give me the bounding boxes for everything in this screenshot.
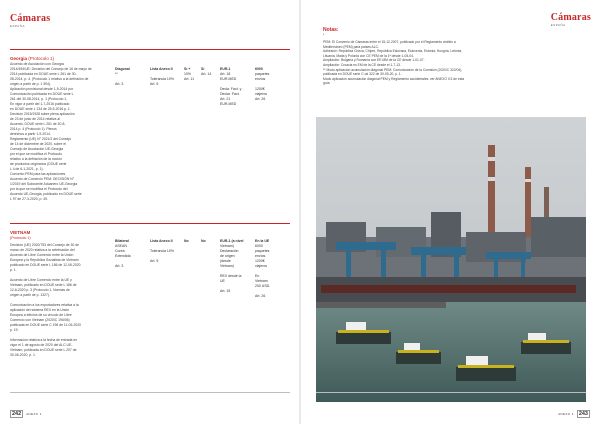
text-line: Art. 5 [150, 259, 159, 263]
text-line: paquetes [255, 72, 270, 76]
text-line: Ampliación: Croacia es EM de la CE desde el 1-7-13. [323, 62, 401, 67]
text-line: No [184, 239, 189, 243]
text-line: ** [115, 72, 118, 76]
text-line: Convenio PEM para las aplicaciones [10, 172, 66, 176]
cell-proof-of-origin [220, 67, 250, 107]
text-line: Extendida [115, 254, 131, 258]
page-footer [555, 411, 590, 417]
cell-exemptions [255, 239, 285, 299]
text-line: Lista Anexo II [150, 239, 173, 243]
text-line: Adhesión: República Checa, Chipre, República Eslovaca, Eslovenia, Estonia, Hungría, Letonia, [323, 49, 463, 54]
text-line: vigor el 1 de agosto de 2020 del ALC UE- [10, 343, 73, 347]
text-line: Art. 3 [115, 264, 124, 268]
text-line: Art. 26 [255, 294, 266, 298]
cell-cumulation [115, 67, 145, 87]
text-line: EUR-MED [220, 102, 237, 106]
text-line: Art. 18 [220, 72, 231, 76]
text-line: por el que se modifica el Protocolo [10, 152, 63, 156]
text-line: En la UE [255, 239, 270, 243]
text-line: origen a partir de p. 1327). [10, 293, 50, 297]
text-line: Art. 26 [255, 97, 266, 101]
footer-divider [10, 392, 290, 393]
text-line: Acuerdo de Libre Comercio entre la Unión [10, 253, 74, 257]
cell-drawback [184, 239, 198, 244]
text-line: Acuerdo de Libre Comercio entre la UE y [10, 278, 72, 282]
text-line: Información relativa a la fecha de entrada en [10, 338, 78, 342]
text-line: Art. 3 [115, 82, 124, 86]
text-line: (desde [220, 259, 231, 263]
text-line: Tolerancia 10% [150, 249, 174, 253]
text-line: por la que se modifica el Protocolo del [10, 187, 68, 191]
text-line: Lista Anexo II [150, 67, 173, 71]
footer-label: ANEXO 1 [26, 412, 42, 416]
right-page [301, 0, 600, 424]
footer-divider [316, 392, 586, 393]
text-line: Declar. Fact. [220, 92, 240, 96]
text-line: viajeros [255, 92, 268, 96]
text-line: Consejo de Asociación UE-Georgia [10, 147, 64, 151]
text-line: Sí [201, 67, 205, 71]
text-line: publicado en DOUE serie L 186 de 12-06-2020 [10, 263, 81, 267]
text-line: 08-2014, p. 4. (Protocolo 1 relativo a la definición de [10, 77, 89, 81]
text-line: origen a partir de p. 1 394). [10, 82, 51, 86]
text-line: Comercio con Vietnam (2020/C 196/06) [10, 318, 70, 322]
text-line: de 14 de diciembre de 2020, sobre el [10, 142, 66, 146]
text-line: Reglamento (UE) N° 2021/2 del Consejo [10, 137, 72, 141]
text-line: Modo aplicación acumulación diagonal PEM y Reglamento accidentales: ver ANEXO II.3 de esta [323, 76, 465, 81]
page-number: 243 [578, 411, 588, 417]
page-number: 242 [12, 411, 22, 417]
text-line: 6000 [255, 67, 263, 71]
section-title-vietnam: VIETNAM (Protocolo 1) [10, 230, 31, 240]
text-line: Acuerdo UE-Georgia, publicado en DOUE serie [10, 192, 82, 196]
text-line: ** Modo aplicación acumulación diagonal PEM: Comunicación de la Comisión (2020/C 322/04), [323, 67, 463, 72]
text-line: marzo de 2020 relativa a la celebración del [10, 248, 75, 252]
text-line: 2014 publicada en DOUE serie L 261 de 30- [10, 72, 77, 76]
cell-proof-of-origin [220, 239, 250, 294]
text-line: de productos originarios (DOUE serie [10, 162, 67, 166]
text-line: Decisión 2015/1928 sobre plena aplicación [10, 112, 75, 116]
notes-marker: * [323, 33, 325, 37]
footer-label: ANEXO 1 [558, 412, 574, 416]
text-line: 2014/494/UE: Decisión del Consejo de 16 de mayo de [10, 67, 92, 71]
text-line: Vietnam) [220, 264, 234, 268]
text-line: envíos [255, 77, 266, 81]
text-line: Declaración [220, 249, 239, 253]
cell-origin-criteria [150, 67, 180, 87]
text-line: 2014 p. 4 (Protocolo 1). Plenos [10, 127, 57, 131]
text-line: Vietnam) [220, 244, 234, 248]
text-line: Aplicación provisional desde 1-9-2014 por [10, 87, 74, 91]
text-line: ASEAN [115, 244, 127, 248]
text-line: en DOUE serie L 134 de 25-5-2016 p. 1. [10, 107, 71, 111]
text-line: aplicación del sistema REX en la Unión [10, 308, 70, 312]
text-line: publicada en DOUE serie C-od 322 de 30-09-20, p. 1. [323, 72, 402, 77]
text-line: paquetes [255, 249, 270, 253]
text-line: Bilateral [115, 239, 129, 243]
text-line: 12-6-2020 p. 3 (Protocolo 1, Normas de [10, 288, 70, 292]
text-line: 30-06-2020, p. 1. [10, 353, 36, 357]
page-footer [10, 411, 45, 417]
notes-list [323, 40, 583, 86]
camaras-logo: Cámaras ESPAÑA [10, 13, 51, 28]
text-line: Acuerdo, DOUE serie L 261 de 30-8- [10, 122, 66, 126]
text-line: Art. 15 [220, 289, 231, 293]
text-line: EUR-1 (a nivel [220, 239, 244, 243]
text-line: publicada en DOUE serie C 196 de 11-06-2020 [10, 323, 81, 327]
text-line: Acuerdo de Comercio PEM: DECISIÓN N° [10, 177, 75, 181]
section-title-georgia: Georgia (Protocolo 1) [10, 56, 55, 61]
text-line: Mediterráneo (PEM) para países ALC. [323, 44, 379, 49]
text-line: Vietnam [255, 279, 268, 283]
section-divider [10, 49, 290, 50]
text-line: REX desde la [220, 274, 242, 278]
section-divider [10, 223, 290, 224]
vietnam-legal-text [10, 243, 110, 358]
text-line: 6000 [255, 244, 263, 248]
text-line: Art. 14 [201, 72, 212, 76]
text-line: p. 19. [10, 328, 19, 332]
text-line: viajeros [255, 264, 268, 268]
text-line: 1200€ [255, 87, 265, 91]
text-line: Diagonal [115, 67, 130, 71]
text-line: de 23 de junio de 2014 relativa al [10, 117, 60, 121]
text-line: envíos [255, 254, 266, 258]
text-line: p. 1. [10, 268, 17, 272]
text-line: Tolerancia 10% [150, 77, 174, 81]
cell-territoriality [201, 67, 217, 77]
text-line: Comunicación a los exportadores relativa a la [10, 303, 79, 307]
text-line: 10% [184, 72, 192, 76]
notes-title: Notas: [323, 27, 339, 33]
cell-origin-criteria [150, 239, 180, 264]
text-line: Art. 11 [184, 77, 195, 81]
text-line: Decla. Fact. y [220, 87, 242, 91]
text-line: Vietnam, publicado en DOUE serie L 186 de [10, 283, 77, 287]
left-page [0, 0, 299, 424]
text-line: de origen [220, 254, 235, 258]
text-line: L 97 de 27-3-2020, p. 49. [10, 197, 48, 201]
text-line: 261 del 30-08-2014, p. 1 (Protocolo 1, [10, 97, 68, 101]
text-line: guía. [323, 81, 331, 86]
text-line: No [201, 239, 206, 243]
text-line: Corea [115, 249, 125, 253]
text-line: Ampliación: Bulgaria y Rumanía con EE.MM de la CE desde 1-01-07. [323, 58, 425, 63]
text-line: 1/2019 del Subcomité Aduanero UE-Georgia [10, 182, 78, 186]
text-line: Lituania, Malta y Polonia con CE PEM de la 1ª desde 1-05-04. [323, 53, 414, 58]
cell-drawback [184, 67, 198, 82]
georgia-legal-text [10, 62, 110, 202]
cell-cumulation [115, 239, 145, 269]
text-line: derechos a partir 1-9-2014. [10, 132, 51, 136]
text-line: Art. 5 [150, 82, 159, 86]
text-line: 1200€ [255, 259, 265, 263]
text-line: Decisión (UE) 2020/753 del Consejo de 30 de [10, 243, 79, 247]
text-line: Art. 21 [220, 97, 231, 101]
text-line: EUR-MED [220, 77, 237, 81]
text-line: En vigor a partir del 1-7-2016 publicado [10, 102, 70, 106]
cell-territoriality [201, 239, 217, 244]
text-line: Comunicación publicada en DOUE serie L [10, 92, 74, 96]
text-line: En [255, 274, 260, 278]
text-line: Acuerdo de Asociación con Georgia [10, 62, 64, 66]
text-line: UE [220, 279, 225, 283]
text-line: L 4 de 6-1-2021, p. 1). [10, 167, 44, 171]
text-line: relativo a la definición de la noción [10, 157, 62, 161]
text-line: Sí + [184, 67, 191, 71]
text-line: 200 USD. [255, 284, 271, 288]
camaras-logo: Cámaras ESPAÑA [550, 12, 591, 27]
text-line: Europea a efectos de su vínculo de Libre [10, 313, 72, 317]
text-line: Vietnam, publicada en DOUE serie L 207 de [10, 348, 77, 352]
text-line: EUR-1 [220, 67, 231, 71]
industrial-port-photo [316, 117, 586, 402]
text-line: PEM: El Convenio de Cámaras entre el 15-12-2007, publicado por el Reglamento ámbito a [323, 40, 456, 44]
cell-exemptions [255, 67, 285, 102]
text-line: Europea y la República Socialista de Vietnam [10, 258, 79, 262]
